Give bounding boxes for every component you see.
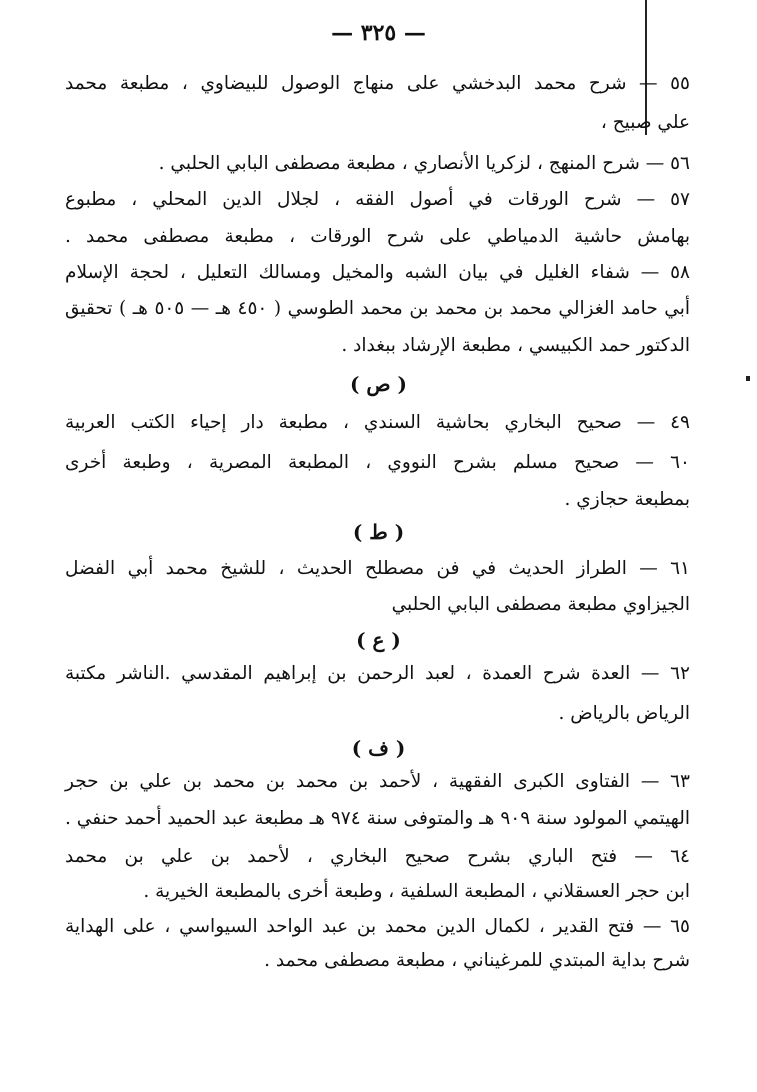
entry-58-line-2: أبي حامد الغزالي محمد بن محمد بن محمد الطوسي ( ٤٥٠ هـ — ٥٠٥ هـ ) تحقيق bbox=[65, 298, 690, 319]
entry-57-line-2: بهامش حاشية الدمياطي على شرح الورقات ، مطبعة مصطفى محمد . bbox=[65, 226, 690, 247]
entry-63-line-1: ٦٣ — الفتاوى الكبرى الفقهية ، لأحمد بن محمد بن محمد بن علي بن حجر bbox=[65, 771, 690, 792]
section-heading-ain: ( ع ) bbox=[356, 628, 401, 652]
entry-56: ٥٦ — شرح المنهج ، لزكريا الأنصاري ، مطبعة مصطفى البابي الحلبي . bbox=[158, 153, 690, 174]
section-heading-sad: ( ص ) bbox=[349, 372, 408, 396]
entry-57-line-1: ٥٧ — شرح الورقات في أصول الفقه ، لجلال الدين المحلي ، مطبوع bbox=[65, 189, 690, 210]
entry-55-line-2: علي صبيح ، bbox=[600, 112, 690, 133]
section-heading-ta: ( ط ) bbox=[352, 520, 405, 544]
entry-65-line-1: ٦٥ — فتح القدير ، لكمال الدين محمد بن عبد الواحد السيواسي ، على الهداية bbox=[65, 916, 690, 937]
entry-62-line-1: ٦٢ — العدة شرح العمدة ، لعبد الرحمن بن إبراهيم المقدسي .الناشر مكتبة bbox=[65, 663, 690, 684]
page-number: — ٣٢٥ — bbox=[331, 20, 426, 46]
entry-64-line-2: ابن حجر العسقلاني ، المطبعة السلفية ، وطبعة أخرى بالمطبعة الخيرية . bbox=[143, 881, 690, 902]
entry-61-line-1: ٦١ — الطراز الحديث في فن مصطلح الحديث ، للشيخ محمد أبي الفضل bbox=[65, 558, 690, 579]
entry-60-line-2: بمطبعة حجازي . bbox=[564, 489, 690, 510]
entry-63-line-2: الهيتمي المولود سنة ٩٠٩ هـ والمتوفى سنة ٩٧٤ هـ مطبعة عبد الحميد أحمد حنفي . bbox=[65, 808, 690, 829]
entry-60-line-1: ٦٠ — صحيح مسلم بشرح النووي ، المطبعة المصرية ، وطبعة أخرى bbox=[65, 452, 690, 473]
entry-55-line-1: ٥٥ — شرح محمد البدخشي على منهاج الوصول للبيضاوي ، مطبعة محمد bbox=[65, 73, 690, 94]
entry-58-line-3: الدكتور حمد الكبيسي ، مطبعة الإرشاد ببغداد . bbox=[341, 335, 690, 356]
entry-61-line-2: الجيزاوي مطبعة مصطفى البابي الحلبي bbox=[391, 594, 690, 615]
entry-62-line-2: الرياض بالرياض . bbox=[558, 703, 690, 724]
entry-59: ٤٩ — صحيح البخاري بحاشية السندي ، مطبعة دار إحياء الكتب العربية bbox=[65, 412, 690, 433]
entry-65-line-2: شرح بداية المبتدي للمرغيناني ، مطبعة مصطفى محمد . bbox=[264, 950, 690, 971]
entry-64-line-1: ٦٤ — فتح الباري بشرح صحيح البخاري ، لأحمد بن علي بن محمد bbox=[65, 846, 690, 867]
entry-58-line-1: ٥٨ — شفاء الغليل في بيان الشبه والمخيل ومسالك التعليل ، لحجة الإسلام bbox=[65, 262, 690, 283]
section-heading-fa: ( ف ) bbox=[351, 736, 406, 760]
